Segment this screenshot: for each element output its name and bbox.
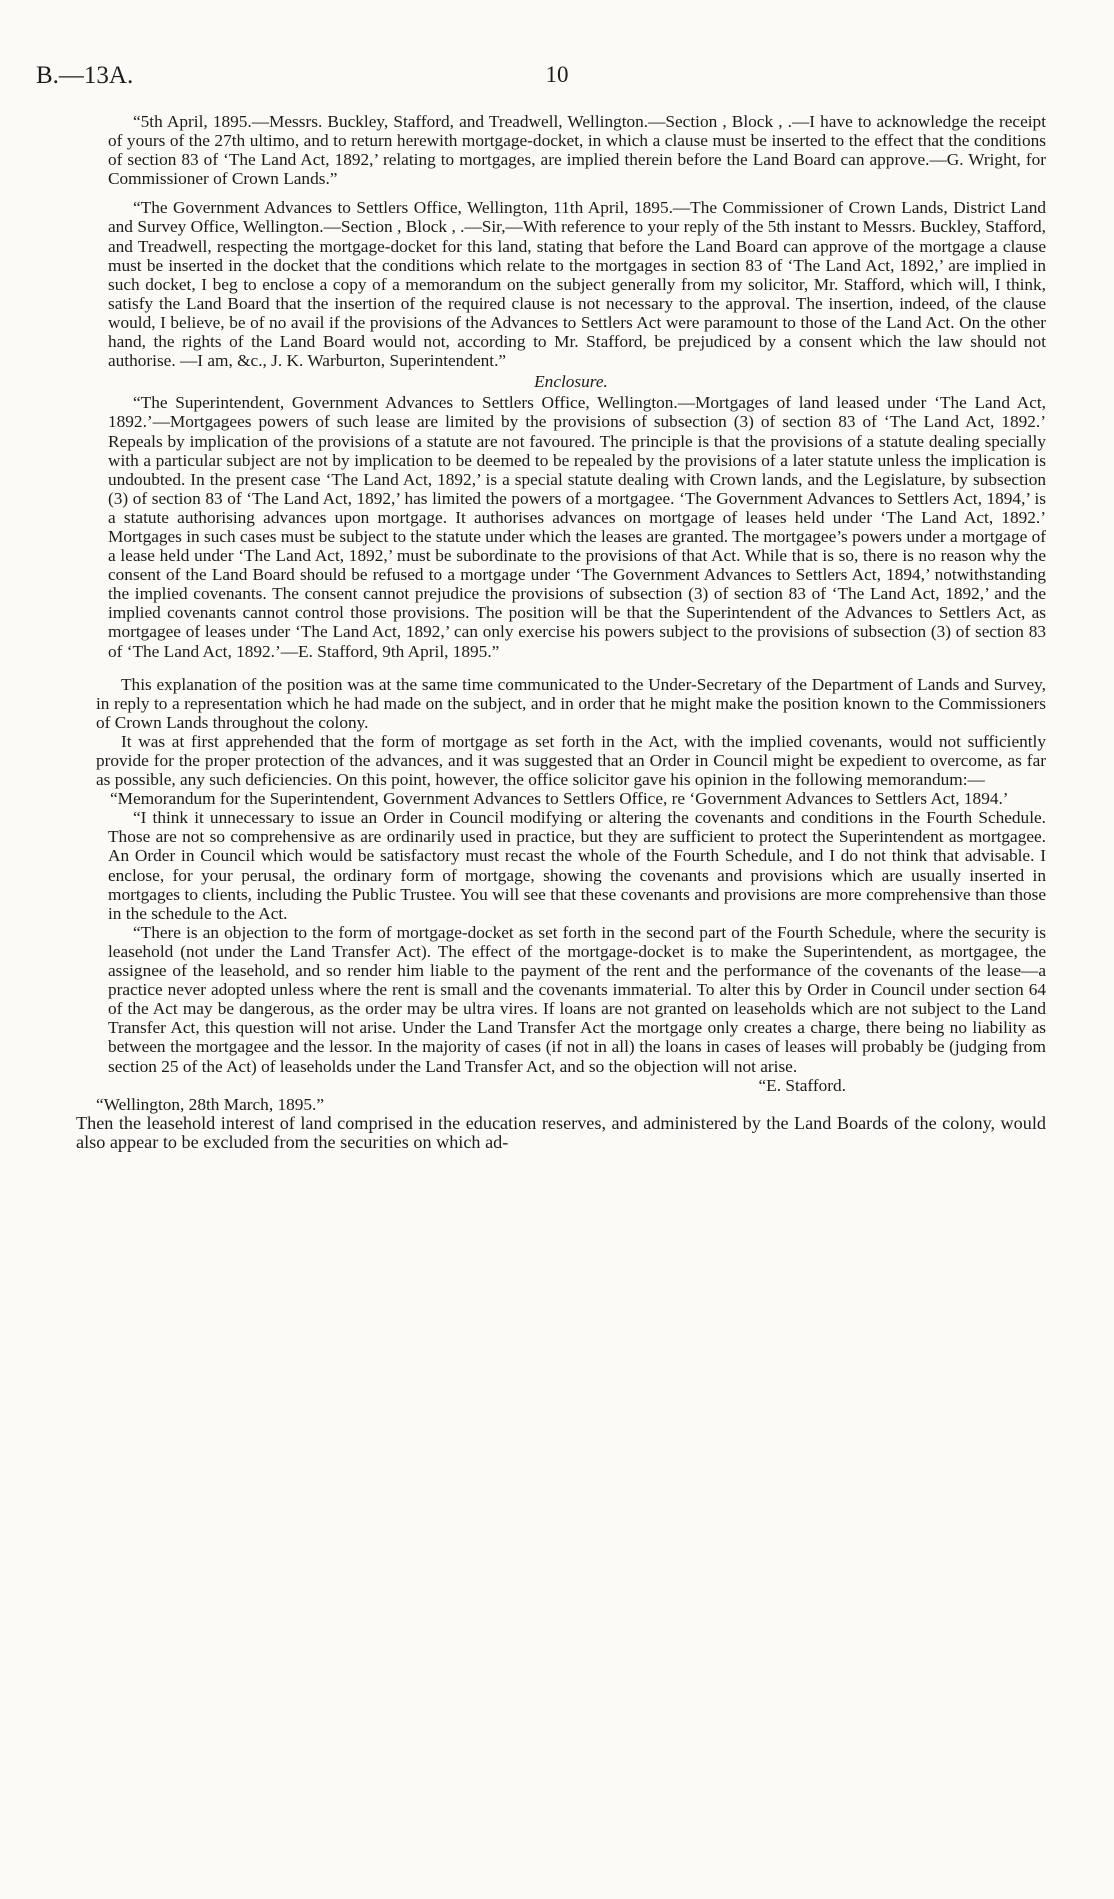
enclosure-heading: Enclosure. — [534, 372, 608, 392]
page-header — [36, 62, 1078, 98]
mortgage-form-paragraph: It was at first apprehended that the form of mortgage as set forth in the Act, with the implied covenants, would not sufficiently provide for the proper protection of the advances, and it was suggested that an Order in Council might be expedient to overcome, as far as possible, any such deficiencies. On this point, however, the office solicitor gave his opinion in the following memorandum:— — [96, 731, 1046, 790]
letter-11th-april: “The Government Advances to Settlers Office, Wellington, 11th April, 1895.—The Commissioner of Crown Lands, District Land and Survey Office, Wellington.—Section , Block , .—Sir,—With reference to your reply of the 5th instant to Messrs. Buckley, Stafford, and Treadwell, respecting the mortgage-docket for this land, stating that before the Land Board can approve of the mortgage a clause must be inserted in the docket that the conditions which relate to the mortgages in section 83 of ‘The Land Act, 1892,’ are implied in such docket, I beg to enclose a copy of a memorandum on the subject generally from my solicitor, Mr. Stafford, which will, I think, satisfy the Land Board that the insertion of the required clause is not necessary to the approval. The insertion, indeed, of the clause would, I believe, be of no avail if the provisions of the Advances to Settlers Act were paramount to those of the Land Act. On the other hand, the rights of the Land Board would not, according to Mr. Stafford, be prejudiced by a consent which the law should not authorise. —I am, &c., J. K. Warburton, Superintendent.” — [108, 198, 1046, 371]
enclosure-memorandum: “The Superintendent, Government Advances to Settlers Office, Wellington.—Mortgages of land leased under ‘The Land Act, 1892.’—Mortgagees powers of such lease are limited by the provisions of subsection (3) of section 83 of ‘The Land Act, 1892.’ Repeals by implication of the provisions of a statute are not favoured. The principle is that the provisions of a statute dealing specially with a particular subject are not by implication to be deemed to be repealed by the provisions of a later statute unless the implication is undoubted. In the present case ‘The Land Act, 1892,’ is a special statute dealing with Crown lands, and the Legislature, by subsection (3) of section 83 of ‘The Land Act, 1892,’ has limited the powers of a mortgagee. ‘The Government Advances to Settlers Act, 1894,’ is a statute authorising advances upon mortgage. It authorises advances on mortgage of leases held under ‘The Land Act, 1892.’ Mortgages in such cases must be subject to the statute under which the leases are granted. The mortgagee’s powers under a mortgage of a lease held under ‘The Land Act, 1892,’ must be subordinate to the provisions of that Act. While that is so, there is no reason why the consent of the Land Board should be refused to a mortgage under ‘The Government Advances to Settlers Act, 1894,’ notwithstanding the implied covenants. The consent cannot prejudice the provisions of subsection (3) of section 83 of ‘The Land Act, 1892,’ and the implied covenants cannot control those provisions. The position will be that the Superintendent of the Advances to Settlers Act, as mortgagee of leases under ‘The Land Act, 1892,’ can only exercise his powers subject to the provisions of subsection (3) of section 83 of ‘The Land Act, 1892.’—E. Stafford, 9th April, 1895.” — [108, 393, 1046, 661]
document-body — [76, 112, 1046, 1152]
memorandum-title: “Memorandum for the Superintendent, Government Advances to Settlers Office, re ‘Government Advances to Settlers Act, 1894.’ — [110, 789, 1009, 809]
letter-5th-april: “5th April, 1895.—Messrs. Buckley, Stafford, and Treadwell, Wellington.—Section , Block , .—I have to acknowledge the receipt of yours of the 27th ultimo, and to return herewith mortgage-docket, in which a clause must be inserted to the effect that the conditions of section 83 of ‘The Land Act, 1892,’ relating to mortgages, are implied therein before the Land Board can approve.—G. Wright, for Commissioner of Crown Lands.” — [108, 112, 1046, 189]
memorandum-paragraph-2: “There is an objection to the form of mortgage-docket as set forth in the second part of the Fourth Schedule, where the security is leasehold (not under the Land Transfer Act). The effect of the mortgage-docket is to make the Superintendent, as mortgagee, the assignee of the leasehold, and so render him liable to the payment of the rent and the performance of the covenants of the lease—a practice never adopted unless where the rent is small and the covenants immaterial. To alter this by Order in Council under section 64 of the Act may be dangerous, as the order may be ultra vires. If loans are not granted on leaseholds which are not subject to the Land Transfer Act, this question will not arise. Under the Land Transfer Act the mortgage only creates a charge, there being no liability as between the mortgagee and the lessor. In the majority of cases (if not in all) the loans in cases of leases will probably be (judging from section 25 of the Act) of leaseholds under the Land Transfer Act, and so the objection will not arise. — [108, 922, 1046, 1076]
document-reference: B.—13A. — [36, 62, 134, 89]
explanation-paragraph: This explanation of the position was at the same time communicated to the Under-Secretary of the Department of Lands and Survey, in reply to a representation which he had made on the subject, and in order that he might make the position known to the Commissioners of Crown Lands throughout the colony. — [96, 674, 1046, 732]
date-line: “Wellington, 28th March, 1895.” — [96, 1094, 325, 1114]
signature: “E. Stafford. — [758, 1075, 846, 1095]
closing-paragraph: Then the leasehold interest of land comprised in the education reserves, and administered by the Land Boards of the colony, would also appear to be excluded from the securities on which ad- — [76, 1112, 1046, 1152]
memorandum-paragraph-1: “I think it unnecessary to issue an Order in Council modifying or altering the covenants and conditions in the Fourth Schedule. Those are not so comprehensive as are ordinarily used in practice, but they are sufficient to protect the Superintendent as mortgagee. An Order in Council which would be satisfactory must recast the whole of the Fourth Schedule, and I do not think that advisable. I enclose, for your perusal, the ordinary form of mortgage, showing the covenants and provisions which are usually inserted in mortgages to clients, including the Public Trustee. You will see that these covenants and provisions are more comprehensive than those in the schedule to the Act. — [108, 808, 1046, 923]
page-number: 10 — [545, 62, 569, 87]
